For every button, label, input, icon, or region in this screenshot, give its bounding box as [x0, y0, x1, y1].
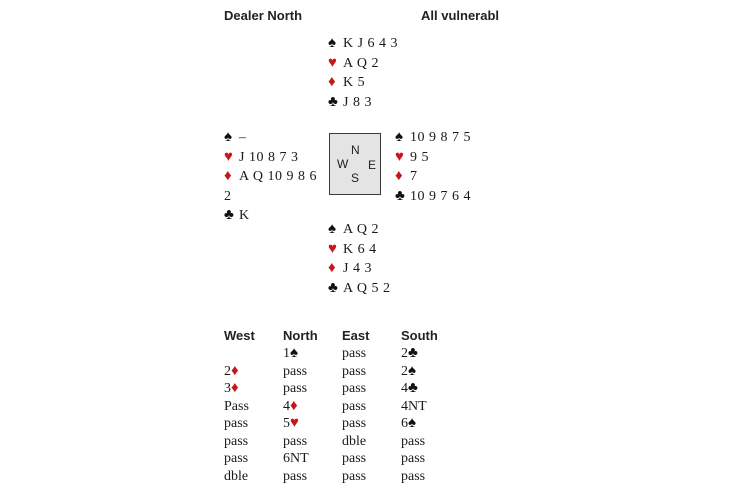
- bid-south-1: [401, 345, 427, 363]
- bid-west-4: [224, 398, 249, 416]
- auction-column-west: [224, 345, 249, 485]
- club-icon: ♣: [328, 279, 338, 296]
- bid-text: dble: [342, 433, 367, 449]
- east-clubs: 10 9 7 6 4: [410, 188, 471, 204]
- north-hearts: A Q 2: [343, 55, 379, 71]
- bid-text: 2: [401, 363, 408, 379]
- bid-east-4: [342, 398, 366, 416]
- bid-text: pass: [224, 416, 249, 431]
- south-hearts: K 6 4: [343, 241, 377, 257]
- south-hand: [328, 220, 390, 298]
- club-icon: ♣: [408, 345, 418, 361]
- west-hand: [224, 128, 317, 226]
- diamond-icon: ♦: [231, 380, 239, 396]
- bid-west-3: [224, 380, 249, 398]
- east-hand: [395, 128, 471, 206]
- auction-header-south: South: [401, 328, 438, 343]
- diamond-icon: ♦: [395, 168, 403, 184]
- west-diamonds: A Q 10 9 8 6: [239, 169, 317, 184]
- south-hearts-row: [328, 240, 390, 260]
- bid-text: 6NT: [283, 451, 309, 466]
- east-spades: 10 9 8 7 5: [410, 130, 471, 145]
- bid-text: 5: [283, 416, 290, 431]
- north-diamonds-row: [328, 73, 398, 93]
- south-clubs-row: [328, 279, 390, 299]
- north-spades-row: [328, 34, 398, 54]
- bid-south-8: [401, 468, 427, 486]
- bid-text: 4: [283, 398, 290, 414]
- diamond-icon: ♦: [224, 168, 232, 184]
- west-hearts: J 10 8 7 3: [239, 149, 299, 165]
- bid-text: 4NT: [401, 398, 427, 414]
- bid-text: 2: [224, 363, 231, 379]
- bid-text: pass: [342, 363, 367, 379]
- bid-west-7: [224, 450, 249, 468]
- bid-south-2: [401, 363, 427, 381]
- bid-west-5: [224, 415, 249, 433]
- bid-north-2: [283, 363, 309, 381]
- bid-east-8: [342, 468, 366, 486]
- north-clubs-row: [328, 93, 398, 113]
- north-clubs: J 8 3: [343, 94, 372, 110]
- diamond-icon: ♦: [231, 362, 239, 379]
- spade-icon: ♠: [224, 129, 232, 145]
- bid-text: pass: [342, 346, 367, 361]
- bid-west-1: [224, 345, 249, 363]
- spade-icon: ♠: [328, 35, 336, 51]
- auction-header-north: North: [283, 328, 318, 343]
- east-diamonds: 7: [410, 169, 418, 184]
- west-clubs-row: [224, 206, 317, 226]
- east-hearts: 9 5: [410, 149, 429, 165]
- vulnerability-label: All vulnerabl: [421, 8, 500, 23]
- club-icon: ♣: [224, 207, 234, 223]
- bid-text: pass: [342, 416, 367, 431]
- bid-south-6: [401, 433, 427, 451]
- north-hearts-row: [328, 54, 398, 74]
- bid-north-3: [283, 380, 309, 398]
- bid-text: 6: [401, 416, 408, 431]
- north-spades: K J 6 4 3: [343, 36, 399, 51]
- south-spades: A Q 2: [343, 222, 379, 237]
- club-icon: ♣: [408, 380, 418, 396]
- bid-west-2: [224, 363, 249, 381]
- bid-east-2: [342, 363, 366, 381]
- spade-icon: ♠: [328, 221, 336, 237]
- auction-column-south: [401, 345, 427, 485]
- bid-text: pass: [283, 468, 308, 484]
- bid-north-8: [283, 468, 309, 486]
- bid-text: 2: [401, 346, 408, 361]
- bid-south-5: [401, 415, 427, 433]
- auction-header-east: East: [342, 328, 370, 343]
- compass-south: S: [351, 171, 360, 185]
- auction-column-north: [283, 345, 309, 485]
- south-clubs: A Q 5 2: [343, 280, 391, 296]
- diamond-icon: ♦: [328, 260, 336, 276]
- bid-text: pass: [283, 433, 308, 449]
- bid-text: pass: [401, 433, 426, 449]
- bid-text: Pass: [224, 398, 249, 414]
- bid-text: 1: [283, 346, 290, 361]
- west-spades: –: [239, 130, 247, 145]
- club-icon: ♣: [328, 93, 338, 110]
- bid-east-1: [342, 345, 366, 363]
- bid-text: 3: [224, 381, 231, 396]
- heart-icon: ♥: [328, 54, 337, 71]
- south-diamonds-row: [328, 259, 390, 279]
- bid-south-4: [401, 398, 427, 416]
- spade-icon: ♠: [408, 362, 416, 379]
- north-hand: [328, 34, 398, 112]
- heart-icon: ♥: [328, 240, 337, 257]
- bid-text: pass: [342, 468, 367, 484]
- bid-text: pass: [283, 381, 308, 396]
- west-spades-row: [224, 128, 317, 148]
- bid-north-7: [283, 450, 309, 468]
- bid-text: dble: [224, 468, 249, 484]
- auction-column-east: [342, 345, 366, 485]
- bid-east-6: [342, 433, 366, 451]
- east-spades-row: [395, 128, 471, 148]
- south-diamonds: J 4 3: [343, 261, 372, 276]
- bid-text: pass: [283, 363, 308, 379]
- bid-text: pass: [224, 451, 249, 466]
- bid-text: 4: [401, 381, 408, 396]
- east-clubs-row: [395, 187, 471, 207]
- north-diamonds: K 5: [343, 75, 366, 90]
- heart-icon: ♥: [290, 415, 299, 431]
- dealer-label: Dealer North: [224, 8, 303, 23]
- west-diamonds-row: [224, 167, 317, 187]
- west-hearts-row: [224, 148, 317, 168]
- heart-icon: ♥: [224, 148, 233, 165]
- bid-south-7: [401, 450, 427, 468]
- south-spades-row: [328, 220, 390, 240]
- compass-box: [329, 133, 381, 195]
- club-icon: ♣: [395, 187, 405, 204]
- compass-west: W: [337, 157, 349, 171]
- bid-east-3: [342, 380, 366, 398]
- east-diamonds-row: [395, 167, 471, 187]
- bid-north-6: [283, 433, 309, 451]
- bid-west-8: [224, 468, 249, 486]
- compass-east: E: [368, 158, 377, 172]
- diamond-icon: ♦: [290, 397, 298, 414]
- bid-text: pass: [401, 451, 426, 466]
- bid-text: pass: [224, 433, 249, 449]
- spade-icon: ♠: [290, 345, 298, 361]
- auction-header-west: West: [224, 328, 255, 343]
- bid-text: pass: [342, 451, 367, 466]
- bid-text: pass: [401, 468, 426, 484]
- bid-text: pass: [342, 398, 367, 414]
- compass-north: N: [351, 143, 360, 157]
- east-hearts-row: [395, 148, 471, 168]
- spade-icon: ♠: [408, 415, 416, 431]
- bid-north-5: [283, 415, 309, 433]
- bid-north-4: [283, 398, 309, 416]
- bid-text: pass: [342, 381, 367, 396]
- heart-icon: ♥: [395, 148, 404, 165]
- bid-north-1: [283, 345, 309, 363]
- west-diamonds-wrap: 2: [224, 188, 231, 204]
- spade-icon: ♠: [395, 129, 403, 145]
- bid-east-7: [342, 450, 366, 468]
- bid-east-5: [342, 415, 366, 433]
- west-clubs: K: [239, 208, 250, 223]
- bid-south-3: [401, 380, 427, 398]
- bid-west-6: [224, 433, 249, 451]
- diamond-icon: ♦: [328, 74, 336, 90]
